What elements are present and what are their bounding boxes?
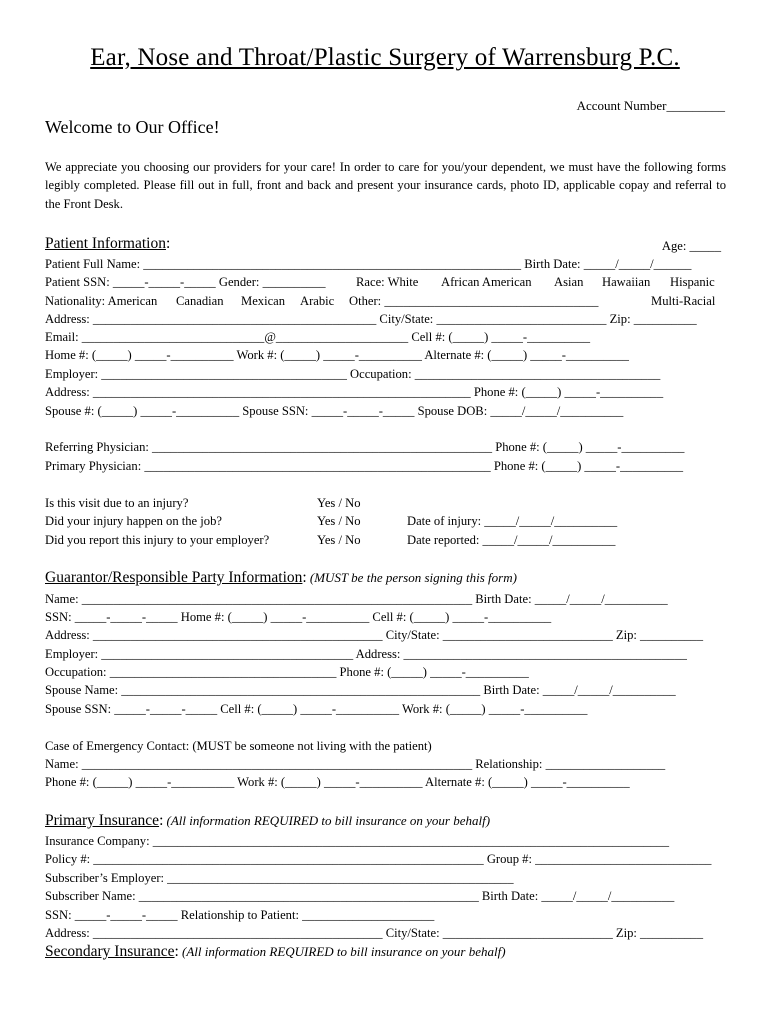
injury-yes-no: Yes / No [317,496,361,510]
guarantor-address-row[interactable]: Address: ______________________________________________ City/State: ___________________________ Zip: __________ [45,628,704,642]
emergency-contact-label: Case of Emergency Contact: (MUST be someone not living with the patient) [45,739,432,753]
primary-insurance-heading: Primary Insurance: (All information REQUIRED to bill insurance on your behalf) [45,812,491,829]
employer-address-row[interactable]: Address: ____________________________________________________________ Phone #: (_____) _____-__________ [45,385,664,399]
secondary-insurance-heading: Secondary Insurance: (All information REQUIRED to bill insurance on your behalf) [45,943,506,960]
patient-name-row[interactable]: Patient Full Name: ____________________________________________________________ Birth Date: _____/_____/______ [45,257,692,271]
account-number-field[interactable]: Account Number_________ [576,98,725,113]
secondary-insurance-note: (All information REQUIRED to bill insurance on your behalf) [182,944,506,959]
secondary-insurance-heading-row [45,943,725,961]
intro-paragraph: We appreciate you choosing our providers for your care! In order to care for you/your dependent, we must have the following forms legibly completed. Please fill out in full, front and back and present your insurance cards, photo ID, applicable copay and referral to the Front Desk. [45,160,726,211]
patient-email-row[interactable]: Email: _____________________________@_____________________ Cell #: (_____) _____-__________ [45,330,591,344]
primary-physician-row[interactable]: Primary Physician: _______________________________________________________ Phone #: (_____) _____-__________ [45,459,684,473]
guarantor-employer-row[interactable]: Employer: ________________________________________ Address: _____________________________________________ [45,647,687,661]
welcome-heading: Welcome to Our Office! [45,117,220,137]
patient-phones-row[interactable]: Home #: (_____) _____-__________ Work #: (_____) _____-__________ Alternate #: (_____) _____-__________ [45,348,629,362]
subscriber-name-row[interactable]: Subscriber Name: ______________________________________________________ Birth Date: _____/_____/__________ [45,889,675,903]
guarantor-spouse-name-row[interactable]: Spouse Name: _________________________________________________________ Birth Date: _____/_____/__________ [45,683,676,697]
patient-heading-row [45,235,725,253]
guarantor-heading-row [45,569,725,587]
subscriber-employer-row[interactable]: Subscriber’s Employer: _______________________________________________________ [45,871,514,885]
report-date-field: Date reported: _____/_____/__________ [407,533,616,547]
injury-date-field: Date of injury: _____/_____/__________ [407,514,618,528]
spouse-row[interactable]: Spouse #: (_____) _____-__________ Spouse SSN: _____-_____-_____ Spouse DOB: _____/_____/__________ [45,404,624,418]
policy-group-row[interactable]: Policy #: ______________________________________________________________ Group #: ____________________________ [45,852,712,866]
patient-section-heading: Patient Information: [45,235,171,252]
emergency-phone-row[interactable]: Phone #: (_____) _____-__________ Work #: (_____) _____-__________ Alternate #: (_____) _____-__________ [45,775,630,789]
guarantor-section-heading: Guarantor/Responsible Party Information: (MUST be the person signing this form) [45,569,517,586]
form-title: Ear, Nose and Throat/Plastic Surgery of Warrensburg P.C. [90,44,680,71]
primary-insurance-note: (All information REQUIRED to bill insurance on your behalf) [166,813,491,828]
report-question-row[interactable]: Did you report this injury to your employer? Yes / No Date reported: _____/_____/__________ [45,533,616,547]
report-yes-no: Yes / No [317,533,361,547]
insurance-company-row[interactable]: Insurance Company: __________________________________________________________________________________ [45,834,670,848]
insurance-address-row[interactable]: Address: ______________________________________________ City/State: ___________________________ Zip: __________ [45,926,704,940]
job-injury-question-row[interactable]: Did your injury happen on the job? Yes / No Date of injury: _____/_____/__________ [45,514,618,528]
patient-ssn-race-row[interactable]: Patient SSN: _____-_____-_____ Gender: __________ Race: White African American Asian Hawaiian Hispanic [45,275,715,289]
guarantor-occupation-row[interactable]: Occupation: ____________________________________ Phone #: (_____) _____-__________ [45,665,529,679]
guarantor-ssn-row[interactable]: SSN: _____-_____-_____ Home #: (_____) _____-__________ Cell #: (_____) _____-__________ [45,610,552,624]
guarantor-name-row[interactable]: Name: ______________________________________________________________ Birth Date: _____/_____/__________ [45,592,668,606]
emergency-name-row[interactable]: Name: ______________________________________________________________ Relationship: ___________________ [45,757,666,771]
guarantor-spouse-ssn-row[interactable]: Spouse SSN: _____-_____-_____ Cell #: (_____) _____-__________ Work #: (_____) _____-__________ [45,702,588,716]
primary-insurance-heading-row [45,812,725,830]
job-yes-no: Yes / No [317,514,361,528]
referring-physician-row[interactable]: Referring Physician: ______________________________________________________ Phone #: (_____) _____-__________ [45,440,685,454]
injury-question-row[interactable]: Is this visit due to an injury? Yes / No [45,496,361,510]
subscriber-ssn-row[interactable]: SSN: _____-_____-_____ Relationship to Patient: _____________________ [45,908,435,922]
patient-employer-row[interactable]: Employer: _______________________________________ Occupation: _______________________________________ [45,367,661,381]
age-field[interactable]: Age: _____ [661,239,721,253]
patient-address-row[interactable]: Address: _____________________________________________ City/State: ___________________________ Zip: __________ [45,312,697,326]
patient-nationality-row[interactable]: Nationality: American Canadian Mexican Arabic Other: __________________________________ Multi-Racial [45,294,716,308]
guarantor-note: (MUST be the person signing this form) [309,570,517,585]
